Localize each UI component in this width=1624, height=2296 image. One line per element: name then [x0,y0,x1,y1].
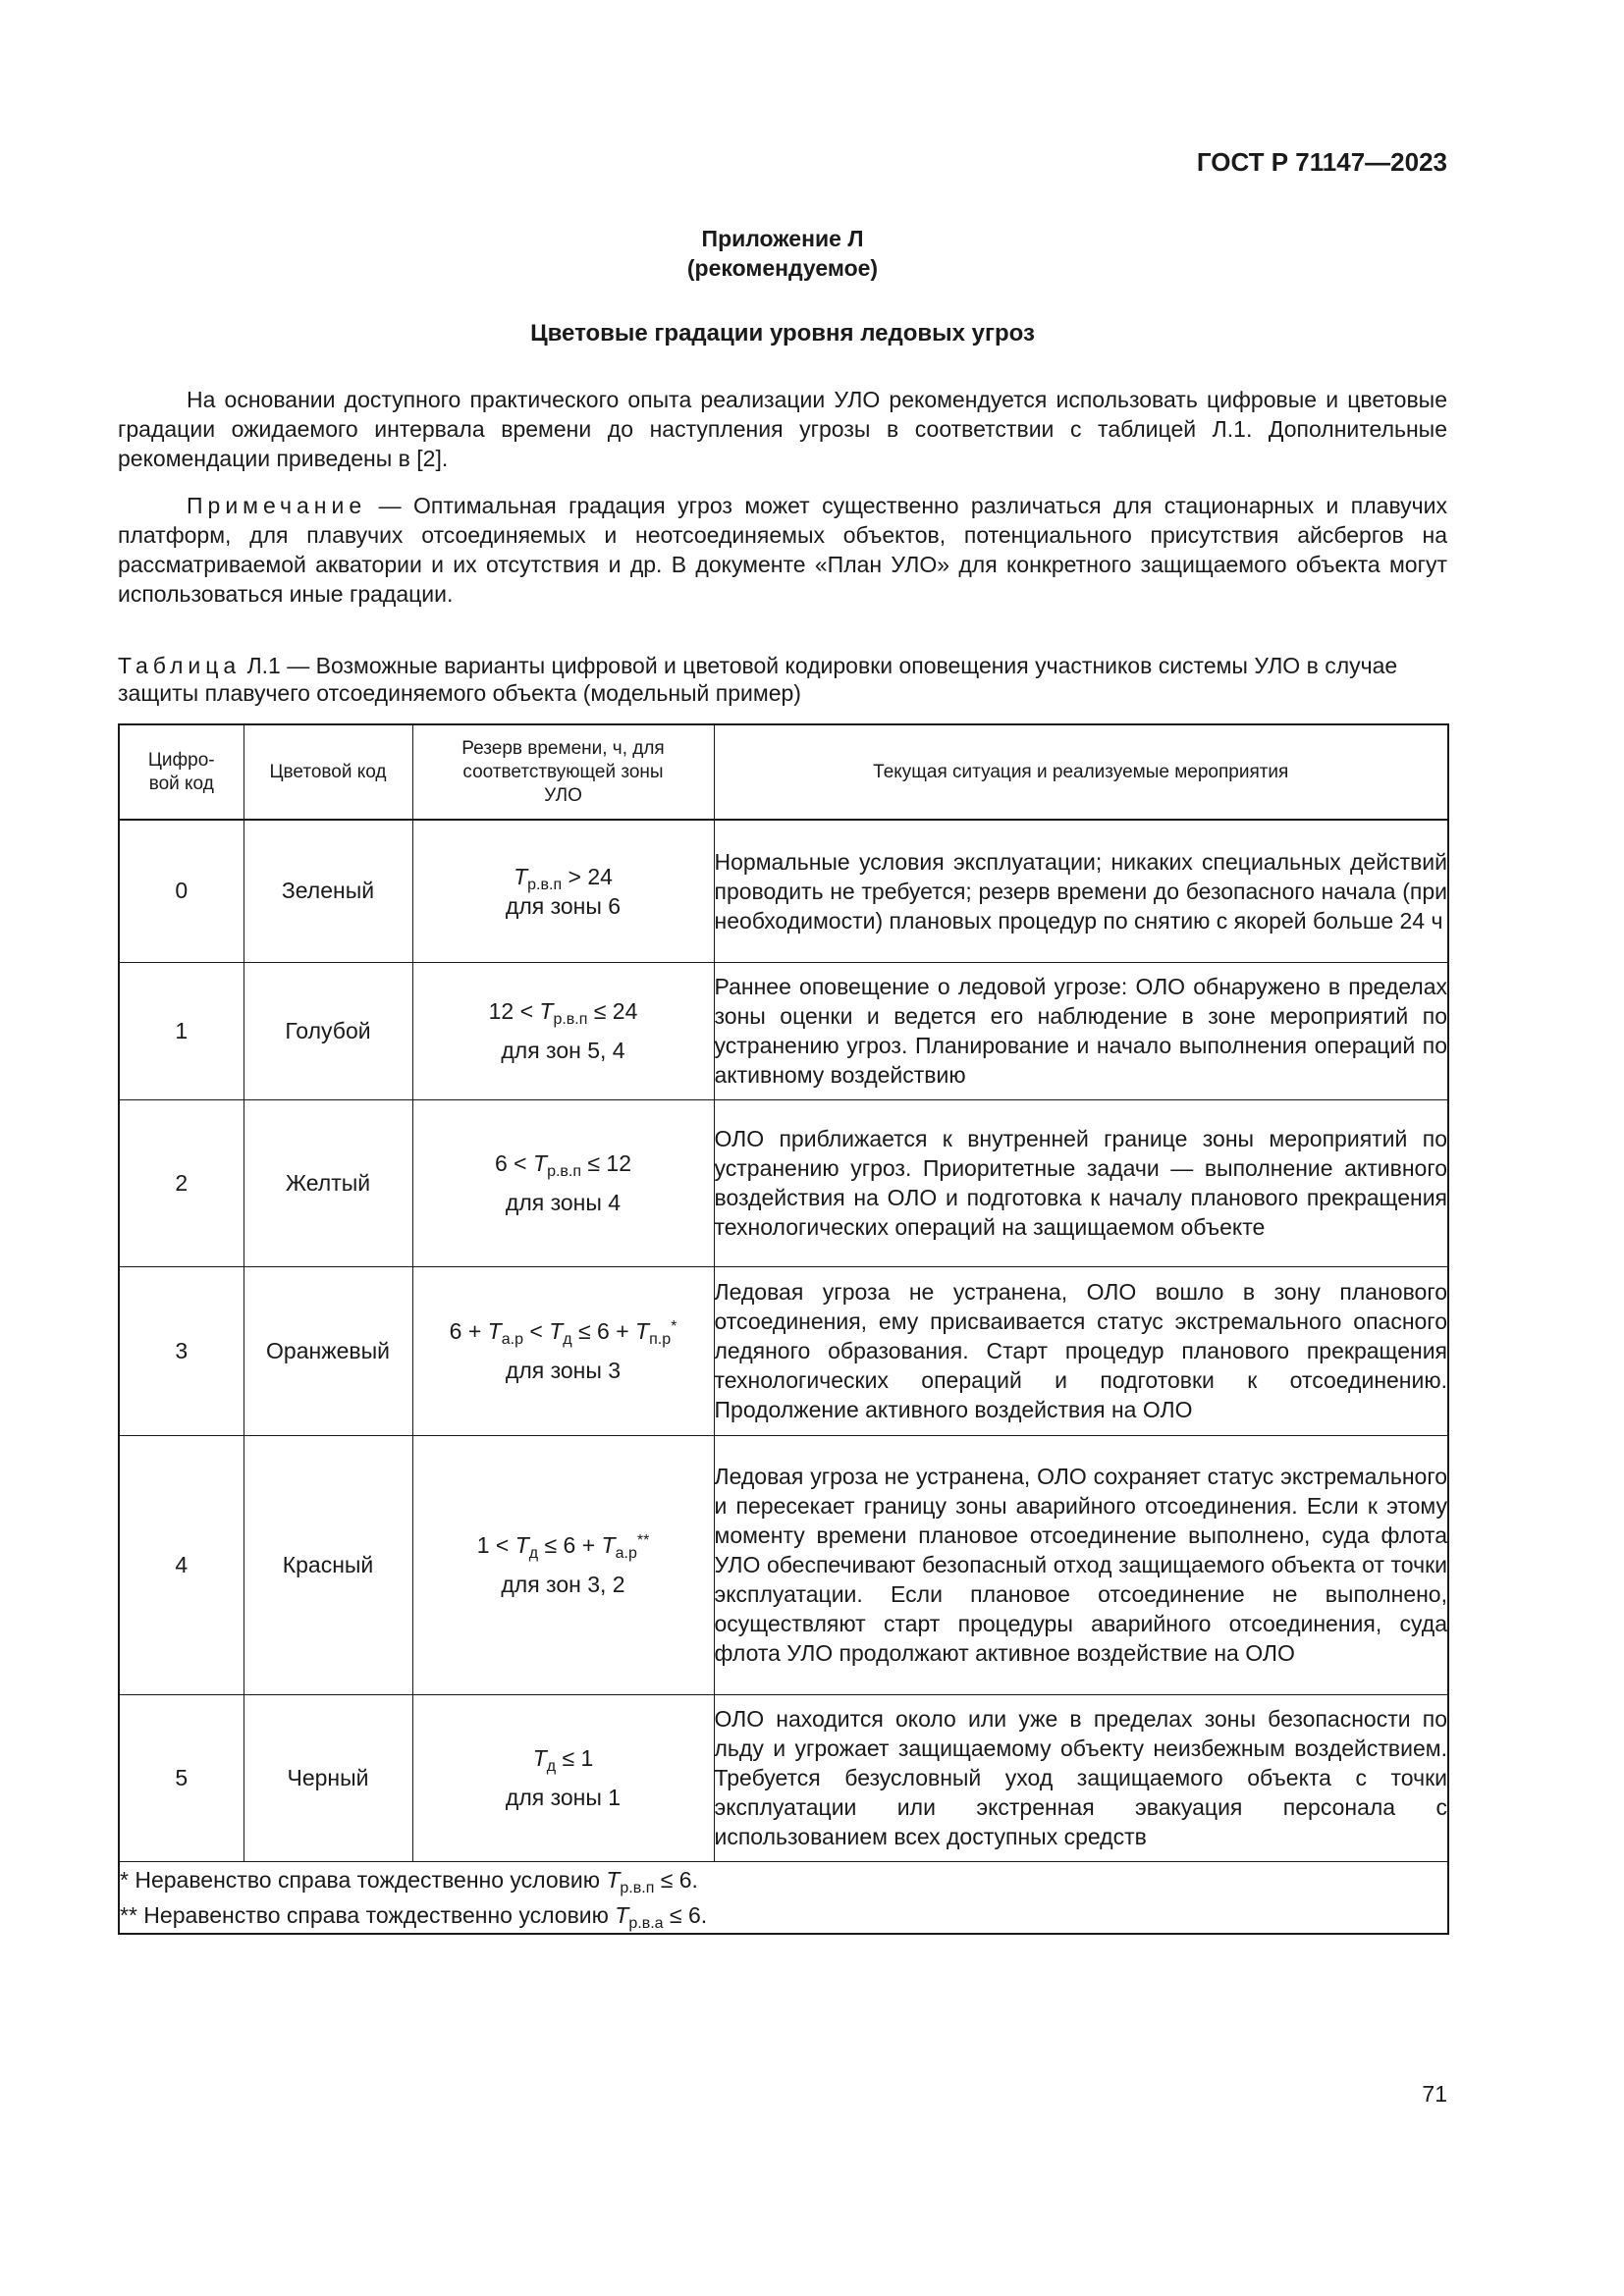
row-code: 1 [119,962,244,1099]
row-description: Ледовая угроза не устранена, ОЛО сохраняет статус экстремального и пересекает границу зоны аварийного отсоединения. Если к этому моменту времени плановое отсоединение выполнено, суда флота УЛО обеспечивают безопасный отход защищаемого объекта от точки эксплуатации. Если плановое отсоединение не выполнено, осуществляют старт процедуры аварийного отсоединения, суда флота УЛО продолжают активное воздействие на ОЛО [714,1435,1448,1694]
row-code: 5 [119,1694,244,1861]
annex-title: Приложение Л [701,226,864,251]
note-label: Примечание [187,493,367,518]
intro-paragraph: На основании доступного практического опыта реализации УЛО рекомендуется использовать цифровые и цветовые градации ожидаемого интервала времени до наступления угрозы в соответствии с таблицей Л.1. Дополнительные рекомендации приведены в [2]. [118,387,1447,471]
row-condition: $6 + T_{а.р} < T_д \le 6 + T_{п.р}^*$ [449,1318,677,1348]
table-row [119,1099,1448,1266]
table-notes [119,1861,1448,1934]
row-code: 0 [119,820,244,962]
row-zone: для зон 3, 2 [501,1572,625,1597]
header-time-reserve: Резерв времени, ч, для соответствующей зоны УЛО [412,724,714,820]
header-situation: Текущая ситуация и реализуемые мероприятия [714,724,1448,820]
row-color: Желтый [244,1099,412,1266]
table-row [119,962,1448,1099]
row-code: 3 [119,1266,244,1435]
row-color: Оранжевый [244,1266,412,1435]
row-color: Черный [244,1694,412,1861]
annex-status: (рекомендуемое) [686,255,879,281]
row-time-reserve [412,962,714,1099]
row-zone: для зоны 4 [505,1190,622,1215]
annex-heading [118,224,1447,283]
table-note-1: * Неравенство справа тождественно условию $T_{р.в.п} \le 6$. [120,1866,698,1896]
table-row [119,820,1448,962]
row-description: Нормальные условия эксплуатации; никаких специальных действий проводить не требуется; резерв времени до безопасного начала (при необходимости) плановых процедур по снятию с якорей больше 24 ч [714,820,1448,962]
table-row [119,1266,1448,1435]
row-condition: $12 < T_{р.в.п} \le 24$ [488,998,638,1028]
section-title: Цветовые градации уровня ледовых угроз [530,320,1035,347]
row-time-reserve [412,1435,714,1694]
row-color: Голубой [244,962,412,1099]
row-condition: $6 < T_{р.в.п} \le 12$ [494,1150,632,1180]
table-caption [118,652,1447,707]
row-description: Ледовая угроза не устранена, ОЛО вошло в зону планового отсоединения, ему присваивается статус экстремального опасного ледяного образования. Старт процедур планового прекращения технологических операций и подготовки к отсоединению. Продолжение активного воздействия на ОЛО [714,1266,1448,1435]
note-paragraph [118,491,1447,609]
row-condition: $1 < T_д \le 6 + T_{а.р}^{**}$ [476,1532,650,1562]
table-caption-label: Таблица [118,653,242,678]
row-color: Зеленый [244,820,412,962]
table-caption-text: Л.1 — Возможные варианты цифровой и цветовой кодировки оповещения участников системы УЛО в случае защиты плавучего отсоединяемого объекта (модельный пример) [118,653,1398,706]
page-number: 71 [1422,2081,1447,2107]
row-zone: для зон 5, 4 [501,1038,625,1063]
table-note-2: ** Неравенство справа тождественно условию $T_{р.в.а} \le 6$. [120,1901,708,1932]
row-code: 2 [119,1099,244,1266]
note-text: — Оптимальная градация угроз может существенно различаться для стационарных и плавучих платформ, для плавучих отсоединяемых и неотсоединяемых объектов, потенциального присутствия айсбергов на рассматриваемой акватории и их отсутствия и др. В документе «План УЛО» для конкретного защищаемого объекта могут использоваться иные градации. [118,493,1447,607]
row-zone: для зоны 3 [505,1358,622,1383]
row-condition: $T_д \le 1$ [532,1745,594,1775]
row-zone: для зоны 1 [505,1785,622,1810]
row-time-reserve [412,1099,714,1266]
header-color-code: Цветовой код [244,724,412,820]
row-time-reserve [412,820,714,962]
row-description: ОЛО приближается к внутренней границе зоны мероприятий по устранению угроз. Приоритетные задачи — выполнение активного воздействия на ОЛО и подготовка к началу планового прекращения технологических операций на защищаемом объекте [714,1099,1448,1266]
row-time-reserve [412,1266,714,1435]
table-notes-row [119,1861,1448,1934]
table-row [119,1435,1448,1694]
table-row [119,1694,1448,1861]
standard-designation: ГОСТ Р 71147—2023 [1196,147,1447,177]
threat-levels-table [118,723,1449,1935]
row-description: Раннее оповещение о ледовой угрозе: ОЛО обнаружено в пределах зоны оценки и ведется его наблюдение в зоне мероприятий по устранению угроз. Планирование и начало выполнения операций по активному воздействию [714,962,1448,1099]
header-digital-code: Цифро-вой код [119,724,244,820]
row-zone: для зоны 6 [505,892,622,919]
row-code: 4 [119,1435,244,1694]
row-condition: $T_{р.в.п} > 24$ [514,863,613,893]
row-time-reserve [412,1694,714,1861]
row-color: Красный [244,1435,412,1694]
document-page [118,0,1447,2296]
row-description: ОЛО находится около или уже в пределах зоны безопасности по льду и угрожает защищаемому объекту неизбежным воздействием. Требуется безусловный уход защищаемого объекта с точки эксплуатации или экстренная эвакуация персонала с использованием всех доступных средств [714,1694,1448,1861]
table-header-row [119,724,1448,820]
